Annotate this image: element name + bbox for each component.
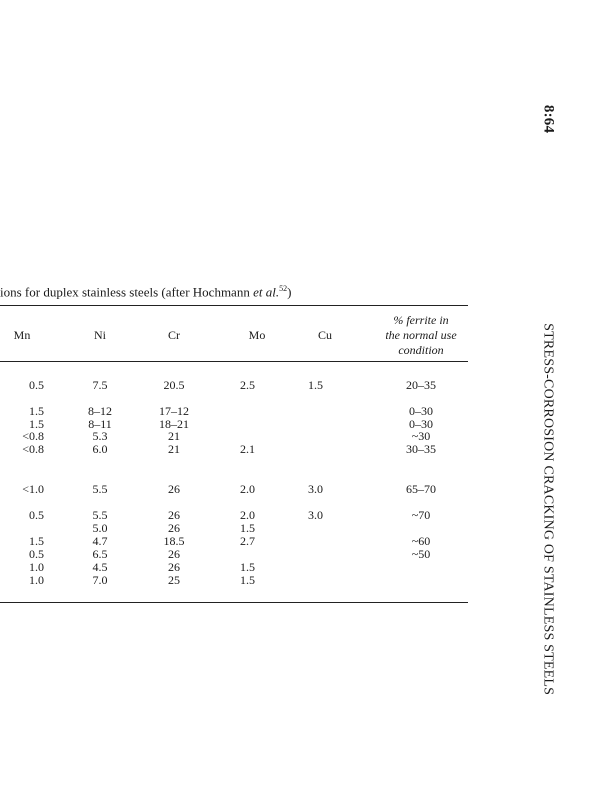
table-header-rule	[0, 361, 468, 362]
table-cell: 20.5	[163, 378, 185, 392]
table-cell: 26	[168, 482, 180, 496]
table-cell: 1.5	[240, 560, 255, 574]
running-head	[540, 105, 557, 695]
table-cell: 0.5	[29, 547, 44, 561]
table-cell: 0–30	[409, 417, 433, 431]
table-cell: 3.0	[308, 508, 323, 522]
header-ferrite-line-1: % ferrite in	[393, 313, 449, 327]
table-cell: 20–35	[406, 378, 436, 392]
table-cell: <0.8	[22, 442, 44, 456]
table-cell: 26	[168, 547, 180, 561]
table-cell: 0.5	[29, 378, 44, 392]
table-cell: 4.7	[92, 534, 108, 548]
table-cell: 1.5	[29, 417, 44, 431]
table-cell: 5.0	[92, 521, 108, 535]
table-cell: 8–11	[88, 417, 112, 431]
header-ferrite-line-3: condition	[398, 343, 444, 357]
table-cell: 17–12	[159, 404, 189, 418]
page-number: 8:64	[540, 104, 557, 134]
table-cell: 26	[168, 560, 180, 574]
header-cr: Cr	[168, 328, 180, 342]
table-cell: 21	[168, 442, 180, 456]
table-cell: ~50	[411, 547, 431, 561]
table-cell: 3.0	[308, 482, 323, 496]
table-cell: 21	[168, 429, 180, 443]
table-cell: 1.0	[29, 573, 44, 587]
table-cell: 2.5	[240, 378, 255, 392]
table-caption	[0, 284, 291, 300]
table-cell: 2.1	[240, 442, 255, 456]
table-cell: 26	[168, 508, 180, 522]
table-cell: 1.5	[308, 378, 323, 392]
header-ferrite-line-2: the normal use	[385, 328, 457, 342]
table-cell: 18–21	[159, 417, 189, 431]
table-cell: 5.3	[92, 429, 108, 443]
caption-tail: )	[287, 284, 292, 300]
table-cell: 6.0	[92, 442, 108, 456]
table-cell: 5.5	[92, 508, 108, 522]
table-cell: 0–30	[409, 404, 433, 418]
table-cell: ~70	[411, 508, 431, 522]
table-cell: 26	[168, 521, 180, 535]
table-cell: <0.8	[22, 429, 44, 443]
table-cell: 1.5	[240, 521, 255, 535]
table-cell: 18.5	[163, 534, 185, 548]
table-cell: ~30	[411, 429, 431, 443]
running-title: STRESS-CORROSION CRACKING OF STAINLESS STEELS	[541, 323, 556, 696]
table-cell: 30–35	[406, 442, 436, 456]
header-ni: Ni	[94, 328, 106, 342]
table-cell: 65–70	[406, 482, 436, 496]
table-cell: <1.0	[22, 482, 44, 496]
table-cell: 2.0	[240, 482, 255, 496]
header-mn: Mn	[13, 328, 31, 342]
table-cell: 2.7	[240, 534, 255, 548]
caption-italic: et al.	[253, 284, 280, 300]
header-cu: Cu	[317, 328, 332, 342]
header-mo: Mo	[248, 328, 266, 342]
caption-reference: 52	[279, 284, 288, 293]
table-cell: 8–12	[88, 404, 112, 418]
table-cell: 7.5	[92, 378, 108, 392]
table-cell: ~60	[411, 534, 431, 548]
table-cell: 7.0	[92, 573, 108, 587]
table-bottom-rule	[0, 602, 468, 603]
table-cell: 0.5	[29, 508, 44, 522]
table-cell: 1.5	[29, 534, 44, 548]
table-cell: 6.5	[92, 547, 108, 561]
caption-text: ions for duplex stainless steels (after Hochmann	[0, 284, 254, 300]
table-cell: 5.5	[92, 482, 108, 496]
table-cell: 1.0	[29, 560, 44, 574]
table-cell: 2.0	[240, 508, 255, 522]
table-cell: 25	[168, 573, 180, 587]
table-cell: 1.5	[29, 404, 44, 418]
table-cell: 1.5	[240, 573, 255, 587]
table-cell: 4.5	[92, 560, 108, 574]
table-top-rule	[0, 305, 468, 306]
header-ferrite	[366, 313, 476, 358]
